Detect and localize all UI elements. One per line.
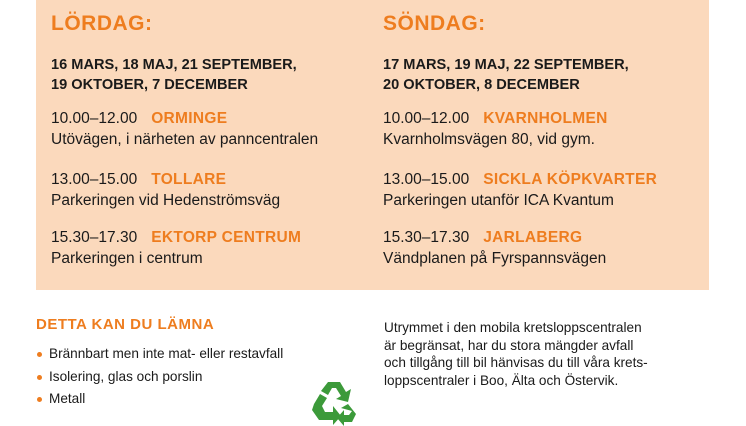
slot-place: SICKLA KÖPKVARTER xyxy=(483,171,658,188)
list-item: Brännbart men inte mat- eller restavfall xyxy=(36,343,366,366)
schedule-panel xyxy=(36,0,709,290)
slot-address: Parkeringen vid Hedenströmsväg xyxy=(51,192,281,209)
sunday-slot-kvarnholmen xyxy=(383,110,608,149)
saturday-title: LÖRDAG: xyxy=(51,12,153,35)
sunday-dates-line: 17 MARS, 19 MAJ, 22 SEPTEMBER, xyxy=(383,57,629,73)
slot-place: EKTORP CENTRUM xyxy=(151,229,302,246)
slot-address: Parkeringen i centrum xyxy=(51,250,203,267)
slot-address: Kvarnholmsvägen 80, vid gym. xyxy=(383,131,595,148)
saturday-slot-ektorp xyxy=(51,229,301,268)
list-item: Metall xyxy=(36,388,366,411)
sunday-dates xyxy=(383,55,629,95)
accepted-title: DETTA KAN DU LÄMNA xyxy=(36,316,215,333)
slot-time: 13.00–15.00 xyxy=(383,171,470,188)
slot-place: JARLABERG xyxy=(483,229,583,246)
info-line: och tillgång till bil hänvisas du till våra krets- xyxy=(384,355,648,370)
slot-time: 10.00–12.00 xyxy=(51,110,138,127)
list-item: Isolering, glas och porslin xyxy=(36,366,366,389)
info-line: är begränsat, har du stora mängder avfall xyxy=(384,337,634,353)
saturday-dates-line: 19 OKTOBER, 7 DECEMBER xyxy=(51,77,248,93)
slot-place: KVARNHOLMEN xyxy=(483,110,608,127)
sunday-dates-line: 20 OKTOBER, 8 DECEMBER xyxy=(383,77,580,93)
sunday-title: SÖNDAG: xyxy=(383,12,486,35)
sunday-slot-sickla xyxy=(383,171,657,210)
slot-address: Utövägen, i närheten av panncentralen xyxy=(51,131,319,148)
saturday-dates xyxy=(51,55,297,95)
slot-place: ORMINGE xyxy=(151,110,228,127)
slot-place: TOLLARE xyxy=(151,171,227,188)
info-line: loppscentraler i Boo, Älta och Östervik. xyxy=(384,372,619,388)
saturday-dates-line: 16 MARS, 18 MAJ, 21 SEPTEMBER, xyxy=(51,57,297,73)
slot-address: Parkeringen utanför ICA Kvantum xyxy=(383,192,614,209)
sunday-slot-jarlaberg xyxy=(383,229,606,268)
info-text xyxy=(384,319,714,389)
saturday-slot-tollare xyxy=(51,171,280,210)
slot-time: 15.30–17.30 xyxy=(383,229,470,246)
slot-address: Vändplanen på Fyrspannsvägen xyxy=(383,250,607,267)
info-line: Utrymmet i den mobila kretsloppscentralen xyxy=(384,320,642,335)
saturday-slot-orminge xyxy=(51,110,318,149)
slot-time: 10.00–12.00 xyxy=(383,110,470,127)
slot-time: 15.30–17.30 xyxy=(51,229,138,246)
slot-time: 13.00–15.00 xyxy=(51,171,138,188)
